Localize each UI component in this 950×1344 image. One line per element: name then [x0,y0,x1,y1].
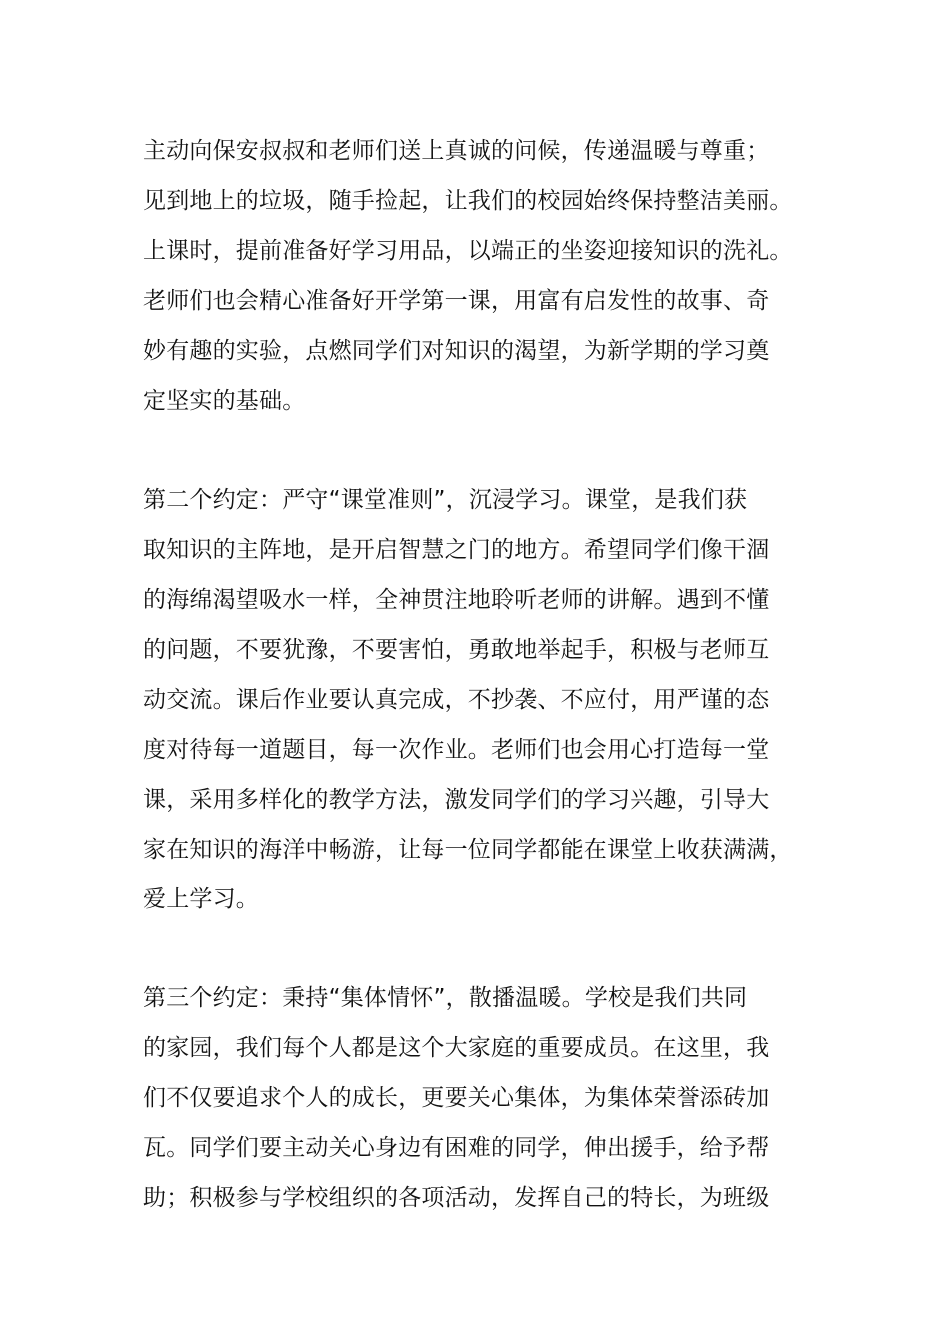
text-line: 的家园，我们每个人都是这个大家庭的重要成员。在这里，我 [143,1035,770,1061]
text-line: 的问题，不要犹豫，不要害怕，勇敢地举起手，积极与老师互 [143,637,770,663]
text-line: 上课时，提前准备好学习用品，以端正的坐姿迎接知识的洗礼。 [143,238,793,264]
text-line: 们不仅要追求个人的成长，更要关心集体，为集体荣誉添砖加 [143,1085,770,1111]
text-line: 主动向保安叔叔和老师们送上真诚的问候，传递温暖与尊重； [143,138,770,164]
text-line: 取知识的主阵地，是开启智慧之门的地方。希望同学们像干涸 [143,537,770,563]
text-line: 动交流。课后作业要认真完成，不抄袭、不应付，用严谨的态 [143,687,770,713]
text-line: 爱上学习。 [143,886,259,912]
text-line: 课，采用多样化的教学方法，激发同学们的学习兴趣，引导大 [143,787,770,813]
text-line: 第三个约定：秉持“集体情怀”，散播温暖。学校是我们共同 [143,985,748,1011]
text-line: 的海绵渴望吸水一样，全神贯注地聆听老师的讲解。遇到不懂 [143,587,770,613]
text-line: 定坚实的基础。 [143,388,306,414]
text-line: 老师们也会精心准备好开学第一课，用富有启发性的故事、奇 [143,288,770,314]
text-line: 妙有趣的实验，点燃同学们对知识的渴望，为新学期的学习奠 [143,338,770,364]
text-line: 度对待每一道题目，每一次作业。老师们也会用心打造每一堂 [143,737,770,763]
text-line: 助；积极参与学校组织的各项活动，发挥自己的特长，为班级 [143,1185,770,1211]
text-line: 瓦。同学们要主动关心身边有困难的同学，伸出援手，给予帮 [143,1135,770,1161]
text-line: 家在知识的海洋中畅游，让每一位同学都能在课堂上收获满满， [143,837,793,863]
text-line: 见到地上的垃圾，随手捡起，让我们的校园始终保持整洁美丽。 [143,188,793,214]
text-line: 第二个约定：严守“课堂准则”，沉浸学习。课堂，是我们获 [143,487,748,513]
